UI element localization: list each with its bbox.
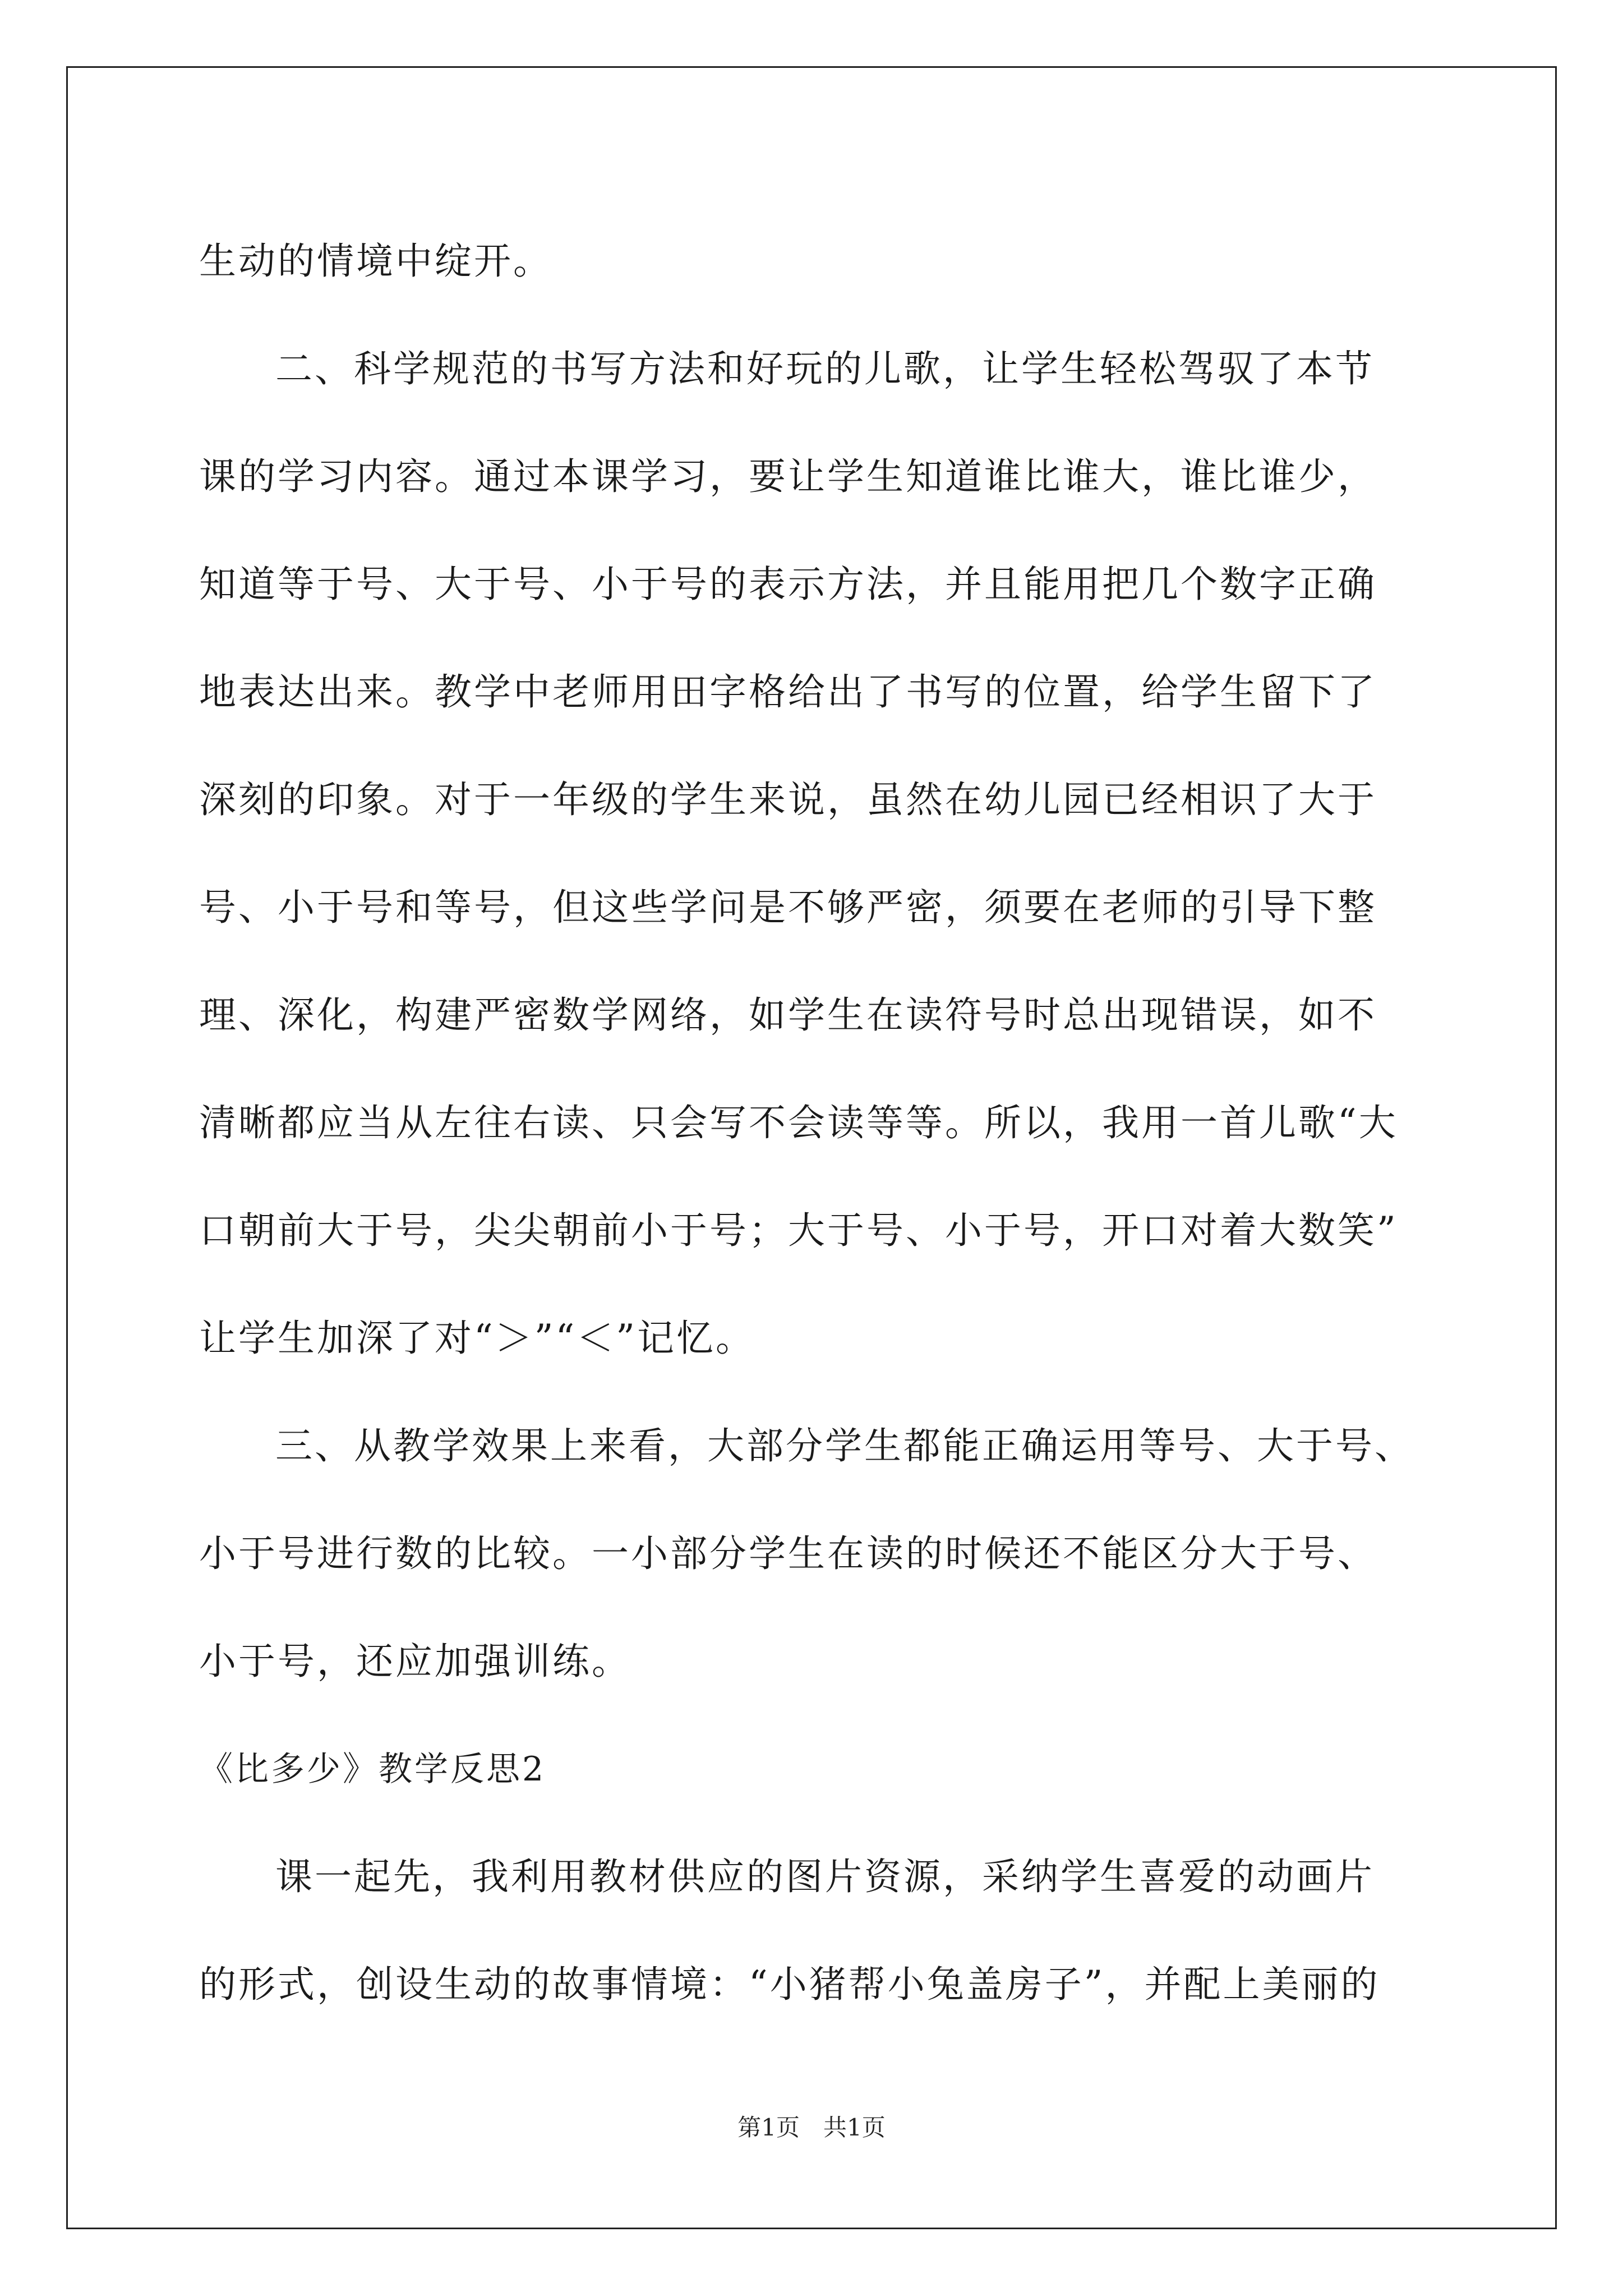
section-heading: 《比多少》教学反思2 [199,1750,546,1789]
document-body [199,208,1455,2039]
text-line: 小于号进行数的比较。一小部分学生在读的时候还不能区分大于号、 [199,1532,1377,1575]
text-line: 课的学习内容。通过本课学习，要让学生知道谁比谁大，谁比谁少， [199,455,1377,498]
text-line: 地表达出来。教学中老师用田字格给出了书写的位置，给学生留下了 [199,670,1377,714]
page-number: 第1页 共1页 [737,2114,886,2141]
text-line: 生动的情境中绽开。 [199,240,552,283]
text-line: 课一起先，我利用教材供应的图片资源，采纳学生喜爱的动画片 [275,1855,1375,1898]
text-line: 的形式，创设生动的故事情境：“小猪帮小兔盖房子”，并配上美丽的 [199,1963,1380,2006]
paragraph-3 [199,1392,1455,1715]
text-line: 让学生加深了对“＞”“＜”记忆。 [199,1317,755,1360]
paragraph-4 [199,1823,1455,2039]
text-line: 小于号，还应加强训练。 [199,1640,631,1683]
text-line: 深刻的印象。对于一年级的学生来说，虽然在幼儿园已经相识了大于 [199,778,1377,821]
text-line: 二、科学规范的书写方法和好玩的儿歌，让学生轻松驾驭了本节 [275,347,1375,390]
text-line: 三、从教学效果上来看，大部分学生都能正确运用等号、大于号、 [275,1424,1414,1467]
text-line: 口朝前大于号，尖尖朝前小于号；大于号、小于号，开口对着大数笑” [199,1209,1398,1252]
text-line: 清晰都应当从左往右读、只会写不会读等等。所以，我用一首儿歌“大 [199,1101,1398,1144]
text-line: 号、小于号和等号，但这些学问是不够严密，须要在老师的引导下整 [199,886,1377,929]
paragraph-1 [199,208,1455,315]
paragraph-2 [199,315,1455,1392]
text-line: 知道等于号、大于号、小于号的表示方法，并且能用把几个数字正确 [199,563,1377,606]
text-line: 理、深化，构建严密数学网络，如学生在读符号时总出现错误，如不 [199,993,1377,1037]
